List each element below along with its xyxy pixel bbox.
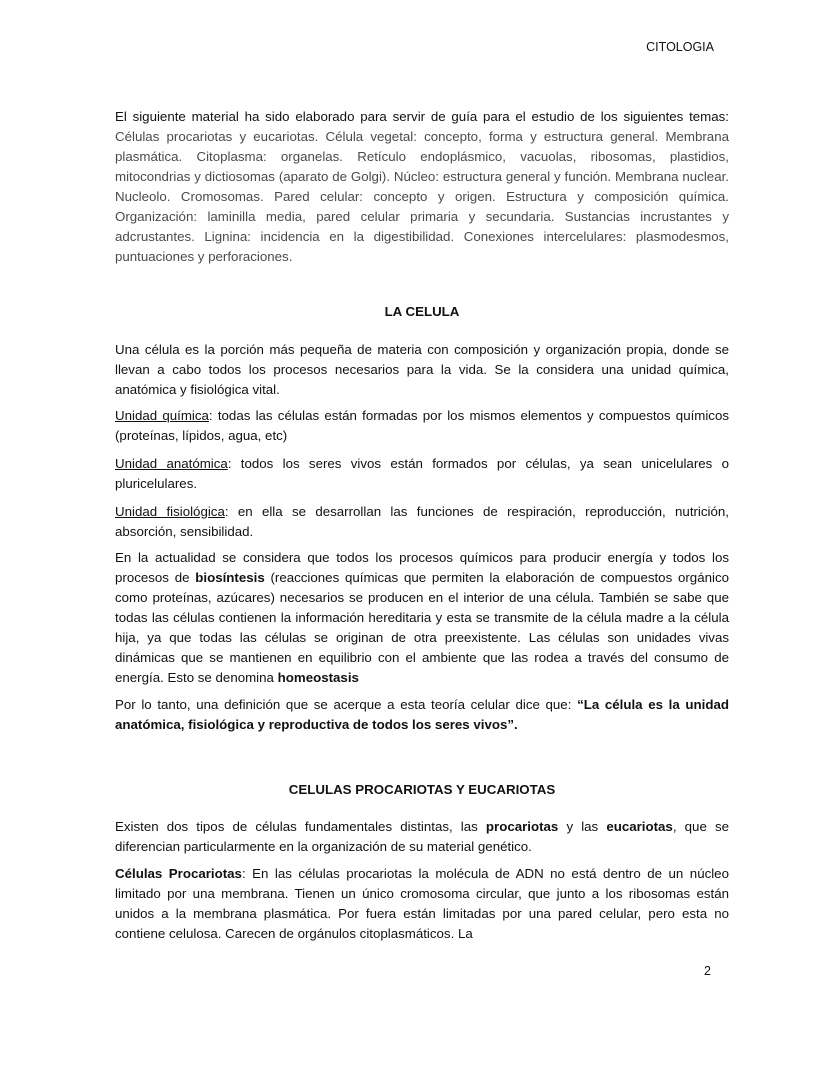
biosintesis-paragraph xyxy=(115,548,729,688)
cell-theory-paragraph xyxy=(115,695,729,735)
intro-paragraph xyxy=(115,107,729,267)
definition: : en ella se desarrollan las funciones de respiración, reproducción, nutrición, absorción, sensibilidad. xyxy=(115,504,729,539)
unidad-fisiologica-paragraph xyxy=(115,502,729,542)
intro-topics: Células procariotas y eucariotas. Célula vegetal: concepto, forma y estructura general. Membrana plasmática. Citoplasma: organelas. Retículo endoplásmico, vacuolas, ribosomas, plastidios, mitocondrias y dictiosomas (aparato de Golgi). Núcleo: estructura general y función. Membrana nuclear. Nucleolo. Cromosomas. Pared celular: concepto y origen. Estructura y composición química. Organización: laminilla media, pared celular primaria y secundaria. Sustancias incrustantes y adcrustantes. Lignina: incidencia en la digestibilidad. Conexiones intercelulares: plasmodesmos, puntuaciones y perforaciones. xyxy=(115,129,729,264)
running-header: CITOLOGIA xyxy=(646,40,714,54)
bold-term: eucariotas xyxy=(606,819,673,834)
text: Por lo tanto, una definición que se acerque a esta teoría celular dice que: xyxy=(115,697,578,712)
text: y las xyxy=(558,819,607,834)
cell-definition-paragraph: Una célula es la porción más pequeña de materia con composición y organización propia, donde se llevan a cabo todos los procesos necesarios para la vida. Se la considera una unidad química, anatómica y fisiológica vital. xyxy=(115,342,729,397)
section-title-la-celula: LA CELULA xyxy=(384,304,460,319)
text: Existen dos tipos de células fundamentales distintas, las xyxy=(115,819,486,834)
section-title-procariotas-eucariotas: CELULAS PROCARIOTAS Y EUCARIOTAS xyxy=(288,782,556,797)
cell-theory-quote: “La célula es la unidad anatómica, fisiológica y reproductiva de todos los seres vivos”. xyxy=(115,697,729,732)
term: Unidad fisiológica xyxy=(115,504,225,519)
text: En la actualidad se considera que todos los procesos químicos para producir energía y todos los procesos de xyxy=(115,550,729,585)
procariotas-paragraph xyxy=(115,864,729,944)
unidad-anatomica-paragraph xyxy=(115,454,729,494)
definition: : todos los seres vivos están formados por células, ya sean unicelulares o pluricelulares. xyxy=(115,456,729,491)
cell-types-paragraph xyxy=(115,817,729,857)
definition: : todas las células están formadas por los mismos elementos y compuestos químicos (proteínas, lípidos, agua, etc) xyxy=(115,408,730,443)
page-number: 2 xyxy=(704,964,711,978)
text: , que se diferencian particularmente en la organización de su material genético. xyxy=(115,819,729,854)
text: (reacciones químicas que permiten la elaboración de compuestos orgánico como proteínas, azúcares) necesarios se producen en el interior de una célula. También se sabe que todas las células contienen la información hereditaria y esta se transmite de la célula madre a la célula hija, ya que todas las células se originan de otra preexistente. Las células son unidades vivas dinámicas que se mantienen en equilibrio con el ambiente que las rodea a través del consumo de energía. Esto se denomina xyxy=(115,570,729,685)
bold-term: biosíntesis xyxy=(195,570,265,585)
bold-term: homeostasis xyxy=(277,670,359,685)
text: : En las células procariotas la molécula de ADN no está dentro de un núcleo limitado por una membrana. Tienen un único cromosoma circular, que junto a los ribosomas están unidos a la membrana plasmática. Por fuera están limitadas por una pared celular, pero esta no contiene celulosa. Carecen de orgánulos citoplasmáticos. La xyxy=(115,866,729,941)
intro-lead: El siguiente material ha sido elaborado para servir de guía para el estudio de los siguientes temas: xyxy=(115,109,729,124)
bold-term: Células Procariotas xyxy=(115,866,242,881)
unidad-quimica-paragraph xyxy=(115,406,729,446)
term: Unidad anatómica xyxy=(115,456,228,471)
bold-term: procariotas xyxy=(485,819,559,834)
term: Unidad química xyxy=(115,408,209,423)
